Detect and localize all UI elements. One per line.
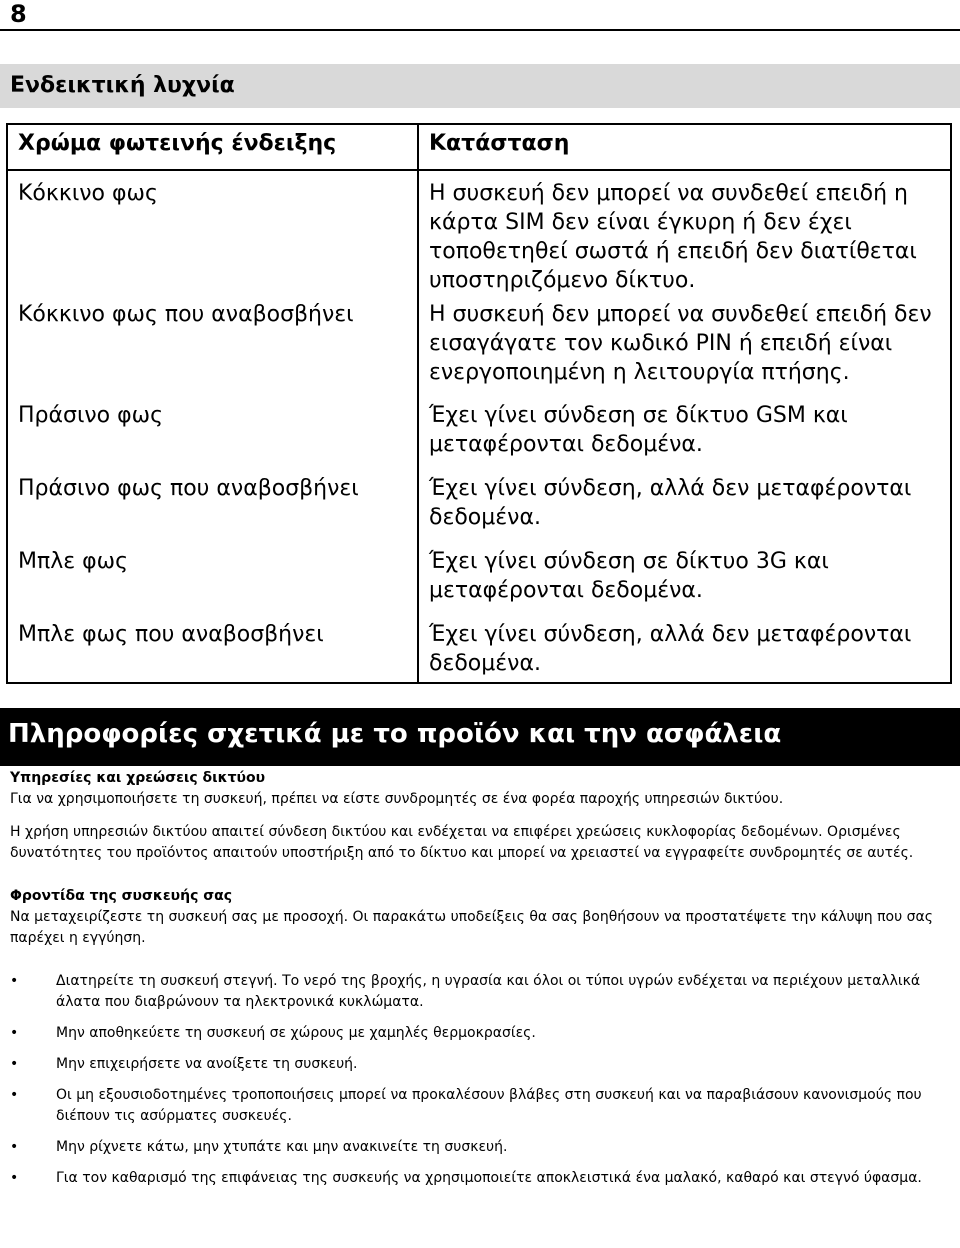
led-color-cell: Πράσινο φως [7,398,418,471]
led-color-cell: Μπλε φως που αναβοσβήνει [7,617,418,683]
network-heading: Υπηρεσίες και χρεώσεις δικτύου [10,770,266,786]
bullet-icon: • [10,973,19,989]
list-item [10,971,942,1013]
led-status-cell: Η συσκευή δεν μπορεί να συνδεθεί επειδή δεν εισαγάγατε τον κωδικό PIN ή επειδή είναι ενεργοποιημένη η λειτουργία πτήσης. [418,297,951,398]
led-color-cell: Κόκκινο φως που αναβοσβήνει [7,297,418,398]
column-header-status: Κατάσταση [418,124,951,170]
care-intro: Να μεταχειρίζεστε τη συσκευή σας με προσοχή. Οι παρακάτω υποδείξεις θα σας βοηθήσουν να προστατέψετε την κάλυψη που σας παρέχει η εγγύηση. [10,909,933,946]
led-color-cell: Κόκκινο φως [7,170,418,297]
list-item [10,1054,942,1075]
bullet-icon: • [10,1087,19,1103]
list-item-text: Οι μη εξουσιοδοτημένες τροποποιήσεις μπορεί να προκαλέσουν βλάβες στη συσκευή και να παραβιάσουν κανονισμούς που διέπουν τις ασύρματες συσκευές. [56,1087,922,1124]
column-header-color: Χρώμα φωτεινής ένδειξης [7,124,418,170]
header-rule [0,29,960,31]
table-row [7,617,951,683]
page-number: 8 [10,0,27,28]
table-row [7,471,951,544]
network-paragraph-2: Η χρήση υπηρεσιών δικτύου απαιτεί σύνδεση δικτύου και ενδέχεται να επιφέρει χρεώσεις κυκλοφορίας δεδομένων. Ορισμένες δυνατότητες του προϊόντος απαιτούν υποστήριξη από το δίκτυο και μπορεί να χρειαστεί να εγγραφείτε συνδρομητές σε αυτές. [10,824,914,861]
list-item-text: Μην ρίχνετε κάτω, μην χτυπάτε και μην ανακινείτε τη συσκευή. [56,1139,508,1155]
bullet-icon: • [10,1025,19,1041]
list-item [10,1085,942,1127]
info-section-title: Πληροφορίες σχετικά με το προϊόν και την ασφάλεια [8,719,782,749]
table-row [7,170,951,297]
list-item-text: Για τον καθαρισμό της επιφάνειας της συσκευής να χρησιμοποιείτε αποκλειστικά ένα μαλακό, καθαρό και στεγνό ύφασμα. [56,1170,922,1186]
led-section-title: Ενδεικτική λυχνία [10,73,235,98]
led-status-cell: Έχει γίνει σύνδεση, αλλά δεν μεταφέρονται δεδομένα. [418,471,951,544]
info-section-body [10,768,942,1199]
led-status-cell: Η συσκευή δεν μπορεί να συνδεθεί επειδή η κάρτα SIM δεν είναι έγκυρη ή δεν έχει τοποθετηθεί σωστά ή επειδή δεν διατίθεται υποστηριζόμενο δίκτυο. [418,170,951,297]
led-section-band [0,64,960,108]
table-row [7,297,951,398]
led-status-cell: Έχει γίνει σύνδεση σε δίκτυο GSM και μεταφέρονται δεδομένα. [418,398,951,471]
led-status-cell: Έχει γίνει σύνδεση σε δίκτυο 3G και μεταφέρονται δεδομένα. [418,544,951,617]
bullet-icon: • [10,1139,19,1155]
led-color-cell: Μπλε φως [7,544,418,617]
bullet-icon: • [10,1056,19,1072]
list-item-text: Μην επιχειρήσετε να ανοίξετε τη συσκευή. [56,1056,358,1072]
care-heading: Φροντίδα της συσκευής σας [10,888,233,904]
table-row [7,398,951,471]
list-item [10,1168,942,1189]
bullet-icon: • [10,1170,19,1186]
list-item [10,1023,942,1044]
info-section-band [0,708,960,766]
table-row [7,544,951,617]
led-color-cell: Πράσινο φως που αναβοσβήνει [7,471,418,544]
led-status-table [6,123,952,684]
list-item-text: Μην αποθηκεύετε τη συσκευή σε χώρους με χαμηλές θερμοκρασίες. [56,1025,536,1041]
list-item-text: Διατηρείτε τη συσκευή στεγνή. Το νερό της βροχής, η υγρασία και όλοι οι τύποι υγρών ενδέχεται να περιέχουν μεταλλικά άλατα που διαβρώνουν τα ηλεκτρονικά κυκλώματα. [56,973,921,1010]
list-item [10,1137,942,1158]
network-paragraph-1: Για να χρησιμοποιήσετε τη συσκευή, πρέπει να είστε συνδρομητές σε ένα φορέα παροχής υπηρεσιών δικτύου. [10,791,784,807]
table-header-row [7,124,951,170]
led-status-cell: Έχει γίνει σύνδεση, αλλά δεν μεταφέρονται δεδομένα. [418,617,951,683]
care-list [10,971,942,1189]
